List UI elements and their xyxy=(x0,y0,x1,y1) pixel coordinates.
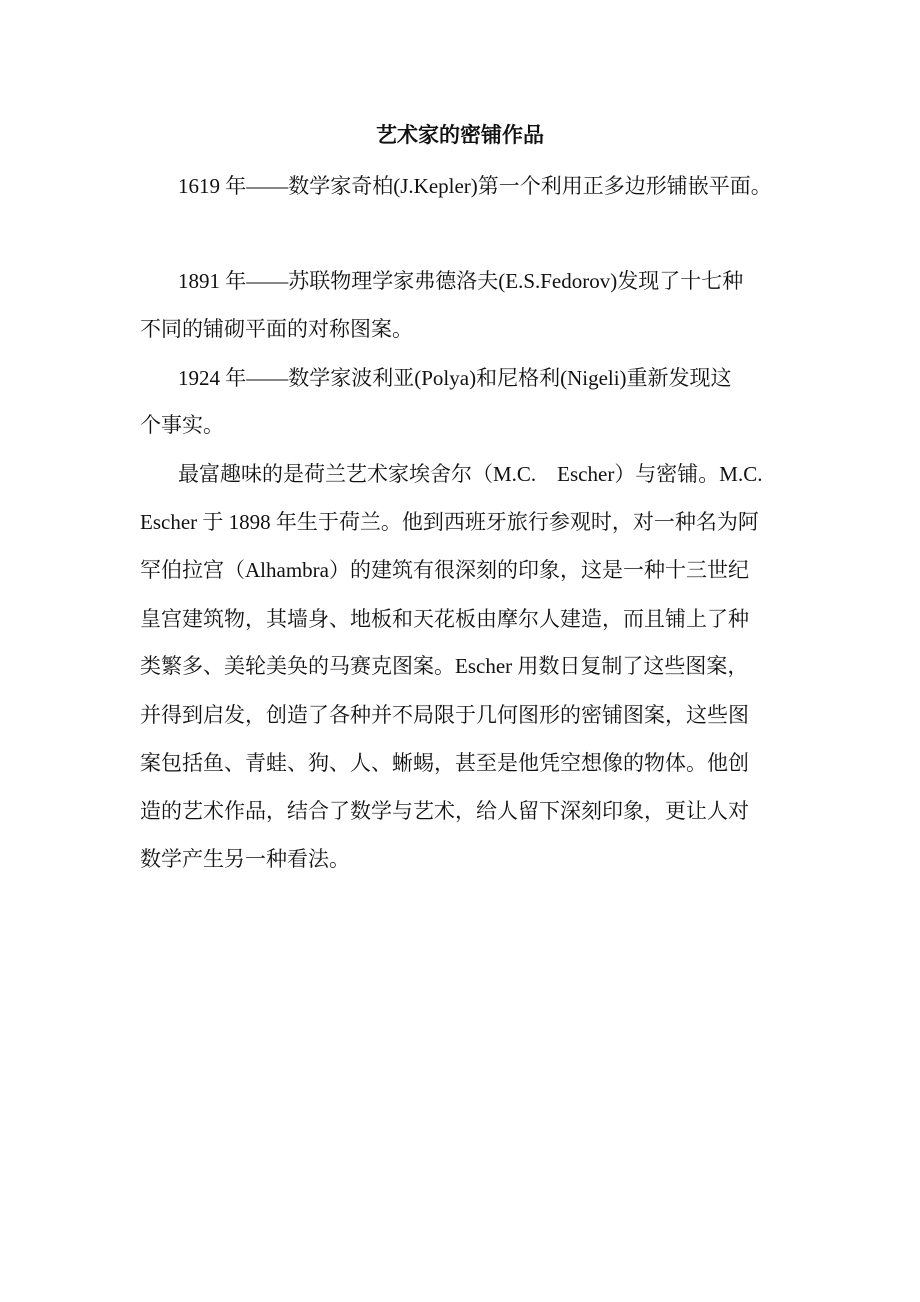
paragraph-fedorov-line-2: 不同的铺砌平面的对称图案。 xyxy=(140,317,413,341)
paragraph-escher-line-8: 造的艺术作品，结合了数学与艺术，给人留下深刻印象，更让人对 xyxy=(140,799,749,823)
paragraph-escher-line-5: 类繁多、美轮美奂的马赛克图案。Escher 用数日复制了这些图案， xyxy=(140,654,749,678)
paragraph-escher-line-2: Escher 于 1898 年生于荷兰。他到西班牙旅行参观时，对一种名为阿 xyxy=(140,510,759,534)
paragraph-kepler-line-1: 1619 年——数学家奇柏(J.Kepler)第一个利用正多边形铺嵌平面。 xyxy=(178,174,772,198)
paragraph-polya-line-1: 1924 年——数学家波利亚(Polya)和尼格利(Nigeli)重新发现这 xyxy=(178,366,732,390)
paragraph-polya-line-2: 个事实。 xyxy=(140,413,224,437)
paragraph-escher-line-1: 最富趣味的是荷兰艺术家埃舍尔（M.C. Escher）与密铺。M.C. xyxy=(178,462,763,486)
paragraph-escher-line-7: 案包括鱼、青蛙、狗、人、蜥蜴，甚至是他凭空想像的物体。他创 xyxy=(140,751,749,775)
paragraph-escher-line-3: 罕伯拉宫（Alhambra）的建筑有很深刻的印象，这是一种十三世纪 xyxy=(140,558,749,582)
paragraph-fedorov-line-1: 1891 年——苏联物理学家弗德洛夫(E.S.Fedorov)发现了十七种 xyxy=(178,269,744,293)
paragraph-escher-line-9: 数学产生另一种看法。 xyxy=(140,847,350,871)
paragraph-escher-line-6: 并得到启发，创造了各种并不局限于几何图形的密铺图案，这些图 xyxy=(140,703,749,727)
paragraph-escher-line-4: 皇宫建筑物，其墙身、地板和天花板由摩尔人建造，而且铺上了种 xyxy=(140,607,749,631)
document-title: 艺术家的密铺作品 xyxy=(376,123,544,147)
